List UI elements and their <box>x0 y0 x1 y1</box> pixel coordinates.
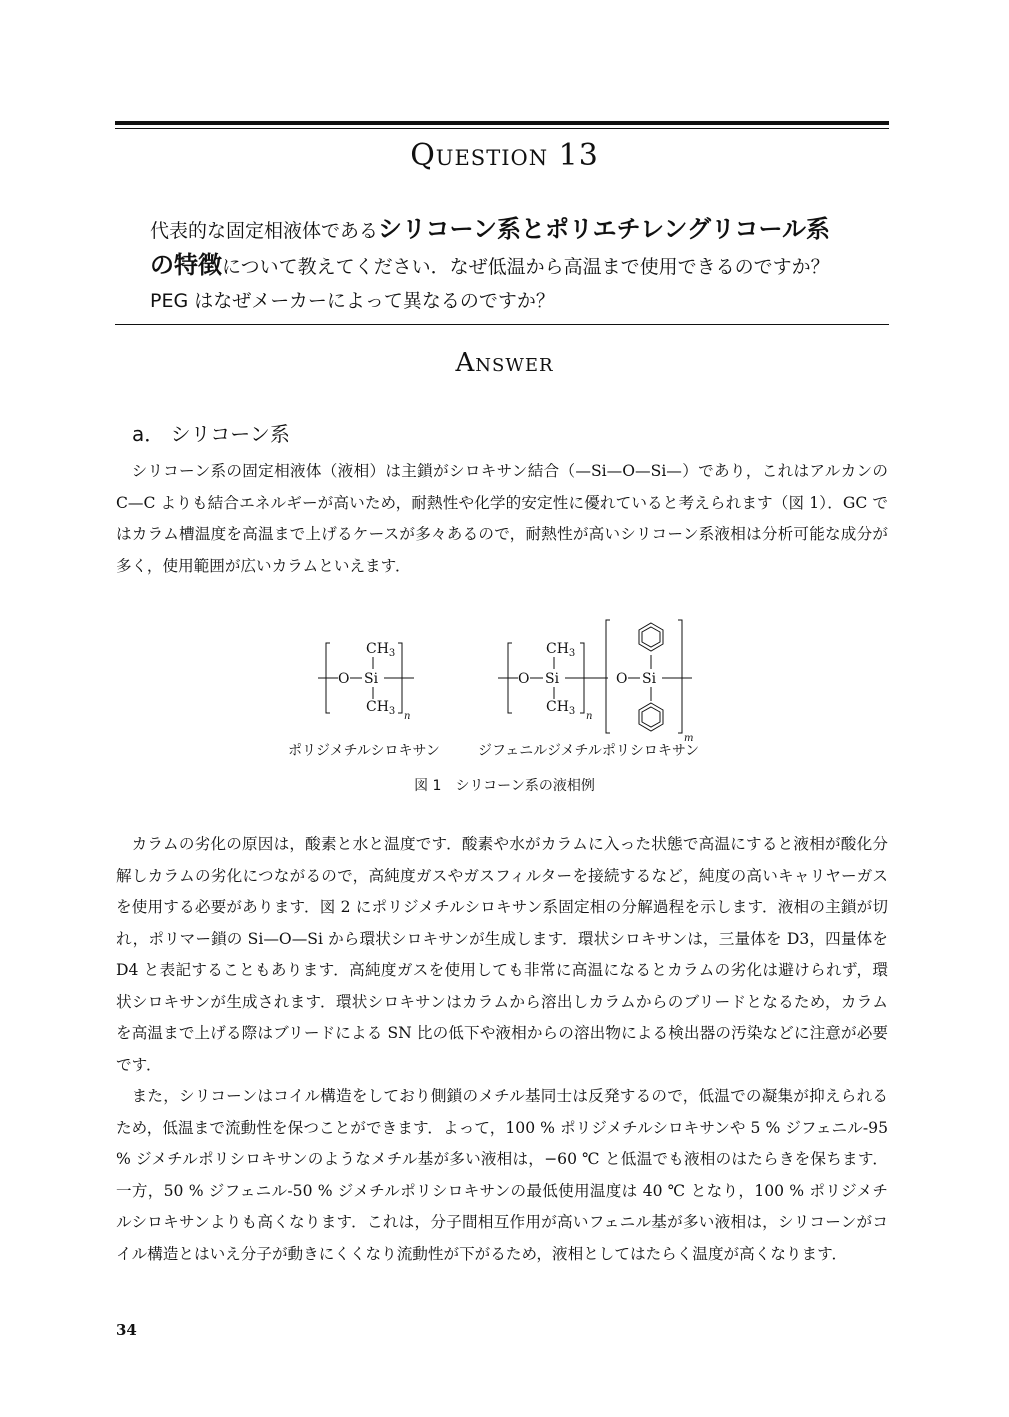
section-heading-a: a． シリコーン系 <box>132 422 290 446</box>
oxygen-left: O <box>338 671 350 687</box>
question-line-1 <box>150 212 870 248</box>
figure-label-right: ジフェニルジメチルポリシロキサン <box>478 743 700 759</box>
si-right-2: Si <box>642 671 657 687</box>
question-line-2 <box>150 248 870 284</box>
question-line-2-rest: について教えてください．なぜ低温から高温まで使用できるのですか？ <box>222 256 830 278</box>
subscript-n-left: n <box>404 711 411 722</box>
ch3-bottom-right: $CH_3$ <box>546 699 576 717</box>
si-right-1: Si <box>545 671 560 687</box>
paragraph-1: シリコーン系の固定相液体（液相）は主鎖がシロキサン結合（—Si—O—Si—）であり，これはアルカンの C—C よりも結合エネルギーが高いため，耐熱性や化学的安定性に優れていると考えられます（図 1）．GC ではカラム槽温度を高温まで上げるケースが多々あるので，耐熱性が高いシリコーン系液相は分析可能な成分が多く，使用範囲が広いカラムといえます． <box>116 462 888 575</box>
question-line-1-pre: 代表的な固定相液体である <box>150 220 379 242</box>
question-title: Question 13 <box>410 138 599 173</box>
paragraph-2: カラムの劣化の原因は，酸素と水と温度です．酸素や水がカラムに入った状態で高温にすると液相が酸化分解しカラムの劣化につながるので，高純度ガスやガスフィルターを接続するなど，純度の高いキャリヤーガスを使用する必要があります．図 2 にポリジメチルシロキサン系固定相の分解過程を示します．液相の主鎖が切れ，ポリマー鎖の Si—O—Si から環状シロキサンが生成します．環状シロキサンは，三量体を D3，四量体を D4 と表記することもあります．高純度ガスを使用しても非常に高温になるとカラムの劣化は避けられず，環状シロキサンが生成されます．環状シロキサンはカラムから溶出しカラムからのブリードとなるため，カラムを高温まで上げる際はブリードによる SN 比の低下や液相からの溶出物による検出器の汚染などに注意が必要です． <box>116 835 888 1074</box>
ch3-top-right: $CH_3$ <box>546 641 576 659</box>
question-line-1-bold: シリコーン系とポリエチレングリコール系 <box>378 215 831 243</box>
ch3-bottom-left: $CH_3$ <box>366 699 396 717</box>
ch3-top-left: $CH_3$ <box>366 641 396 659</box>
oxygen-right-2: O <box>616 671 628 687</box>
question-line-2-bold: の特徴 <box>150 251 222 279</box>
divider-rule <box>115 324 889 325</box>
top-thin-rule <box>115 128 889 129</box>
question-text <box>150 212 870 318</box>
page-number: 34 <box>116 1321 137 1339</box>
paragraph-3: また，シリコーンはコイル構造をしており側鎖のメチル基同士は反発するので，低温での凝集が抑えられるため，低温まで流動性を保つことができます．よって，100 % ポリジメチルシロキサンや 5 % ジフェニル-95 % ジメチルポリシロキサンのようなメチル基が多い液相は，−60 ℃ と低温でも液相のはたらきを保ちます．一方，50 % ジフェニル-50 % ジメチルポリシロキサンの最低使用温度は 40 ℃ となり，100 % ポリジメチルシロキサンよりも高くなります．これは，分子間相互作用が高いフェニル基が多い液相は，シリコーンがコイル構造とはいえ分子が動きにくくなり流動性が下がるため，液相としてはたらく温度が高くなります． <box>116 1087 889 1263</box>
answer-title: Answer <box>455 348 554 378</box>
subscript-n-right: n <box>586 711 593 722</box>
figure-label-left: ポリジメチルシロキサン <box>288 743 440 759</box>
figure-caption: 図 1 シリコーン系の液相例 <box>414 778 595 794</box>
oxygen-right-1: O <box>518 671 530 687</box>
question-line-3: PEG はなぜメーカーによって異なるのですか？ <box>150 290 555 312</box>
si-left: Si <box>364 671 379 687</box>
top-thick-rule <box>115 121 889 125</box>
subscript-m: m <box>684 733 694 744</box>
